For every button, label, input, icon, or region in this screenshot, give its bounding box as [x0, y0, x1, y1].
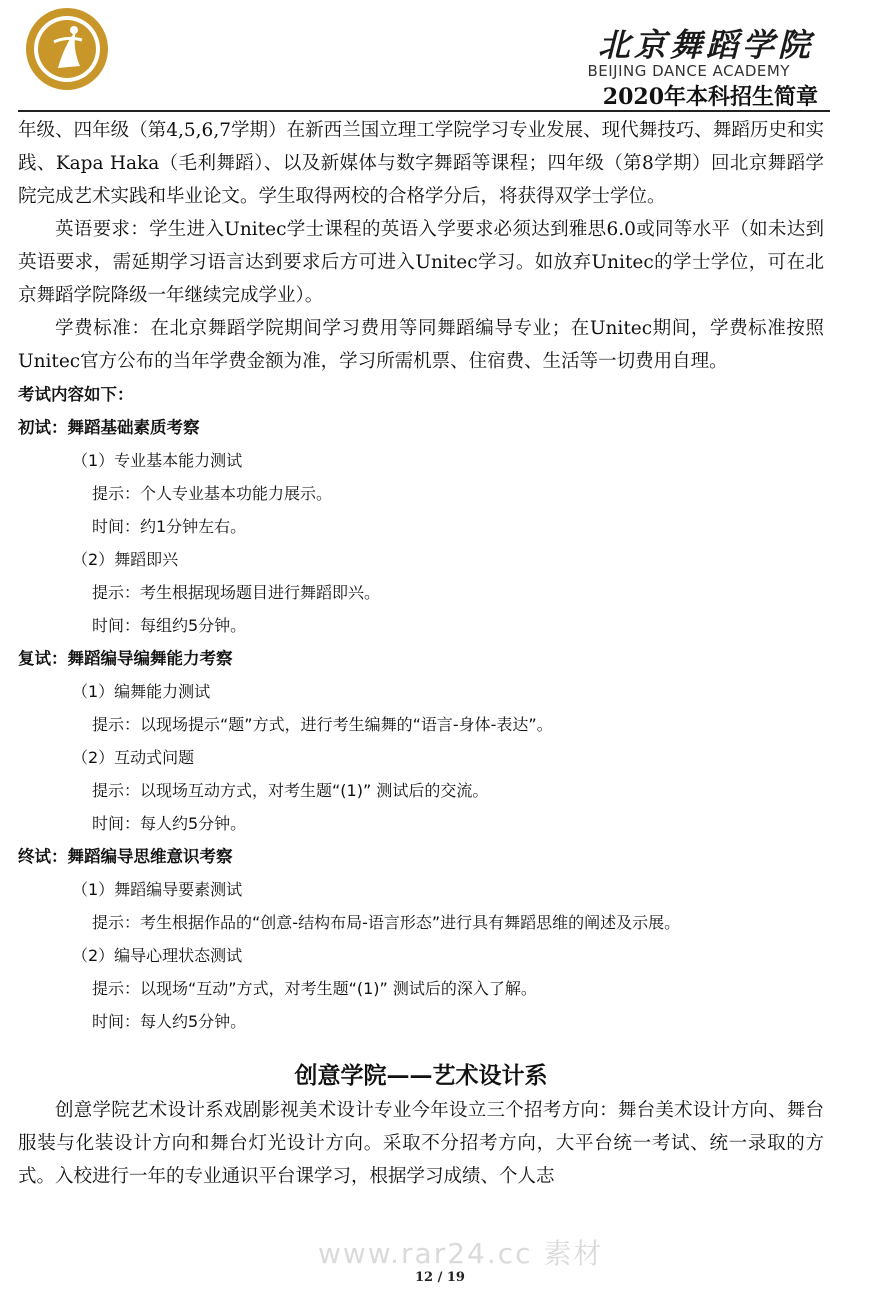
- section-spacer: [18, 1038, 824, 1058]
- exam-heading: 考试内容如下：: [18, 385, 134, 404]
- exam-hint: 提示：以现场“互动”方式，对考生题“(1)” 测试后的深入了解。: [92, 979, 537, 998]
- page-header: [0, 0, 880, 112]
- exam-time: 时间：每组约5分钟。: [92, 616, 247, 635]
- academy-name-cn: 北京舞蹈学院: [597, 26, 814, 64]
- academy-logo-icon: [24, 6, 110, 92]
- exam-hint: 提示：考生根据作品的“创意-结构布局-语言形态”进行具有舞蹈思维的阐述及示展。: [92, 913, 681, 932]
- exam-time: 时间：约1分钟左右。: [92, 517, 247, 536]
- paragraph-tuition: 学费标准：在北京舞蹈学院期间学习费用等同舞蹈编导专业；在Unitec期间，学费标准按照Unitec官方公布的当年学费金额为准，学习所需机票、住宿费、生活等一切费用自理。: [18, 318, 824, 372]
- exam-hint: 提示：以现场互动方式，对考生题“(1)” 测试后的交流。: [92, 781, 489, 800]
- paragraph-curriculum: 年级、四年级（第4,5,6,7学期）在新西兰国立理工学院学习专业发展、现代舞技巧、舞蹈历史和实践、Kapa Haka（毛利舞蹈）、以及新媒体与数字舞蹈等课程；四年级（第8学期）回北京舞蹈学院完成艺术实践和毕业论文。学生取得两校的合格学分后，将获得双学士学位。: [18, 120, 824, 207]
- exam-item: （2）互动式问题: [72, 748, 195, 767]
- academy-name-en: BEIJING DANCE ACADEMY: [587, 62, 790, 80]
- exam-item: （1）舞蹈编导要素测试: [72, 880, 243, 899]
- exam-item: （1）编舞能力测试: [72, 682, 211, 701]
- section-body: 创意学院艺术设计系戏剧影视美术设计专业今年设立三个招考方向：舞台美术设计方向、舞台服装与化装设计方向和舞台灯光设计方向。采取不分招考方向，大平台统一考试、统一录取的方式。入校进行一年的专业通识平台课学习，根据学习成绩、个人志: [18, 1100, 824, 1187]
- header-divider: [18, 110, 830, 112]
- exam-time: 时间：每人约5分钟。: [92, 1012, 247, 1031]
- round-title-second: 复试：舞蹈编导编舞能力考察: [18, 649, 233, 668]
- exam-hint: 提示：以现场提示“题”方式，进行考生编舞的“语言-身体-表达”。: [92, 715, 553, 734]
- round-title-preliminary: 初试：舞蹈基础素质考察: [18, 418, 200, 437]
- watermark: www.rar24.cc 素材: [318, 1237, 604, 1270]
- section-title: 创意学院——艺术设计系: [294, 1062, 548, 1089]
- page-content: [18, 114, 824, 1193]
- exam-item: （2）编导心理状态测试: [72, 946, 243, 965]
- exam-item: （1）专业基本能力测试: [72, 451, 243, 470]
- page-number: 12 / 19: [415, 1270, 465, 1285]
- brochure-title: 2020年本科招生简章: [602, 84, 818, 110]
- exam-item: （2）舞蹈即兴: [72, 550, 179, 569]
- exam-hint: 提示：个人专业基本功能力展示。: [92, 484, 333, 503]
- exam-hint: 提示：考生根据现场题目进行舞蹈即兴。: [92, 583, 381, 602]
- exam-time: 时间：每人约5分钟。: [92, 814, 247, 833]
- round-title-final: 终试：舞蹈编导思维意识考察: [18, 847, 233, 866]
- paragraph-english-requirement: 英语要求：学生进入Unitec学士课程的英语入学要求必须达到雅思6.0或同等水平（如未达到英语要求，需延期学习语言达到要求后方可进入Unitec学习。如放弃Unitec的学士学位，可在北京舞蹈学院降级一年继续完成学业）。: [18, 219, 824, 306]
